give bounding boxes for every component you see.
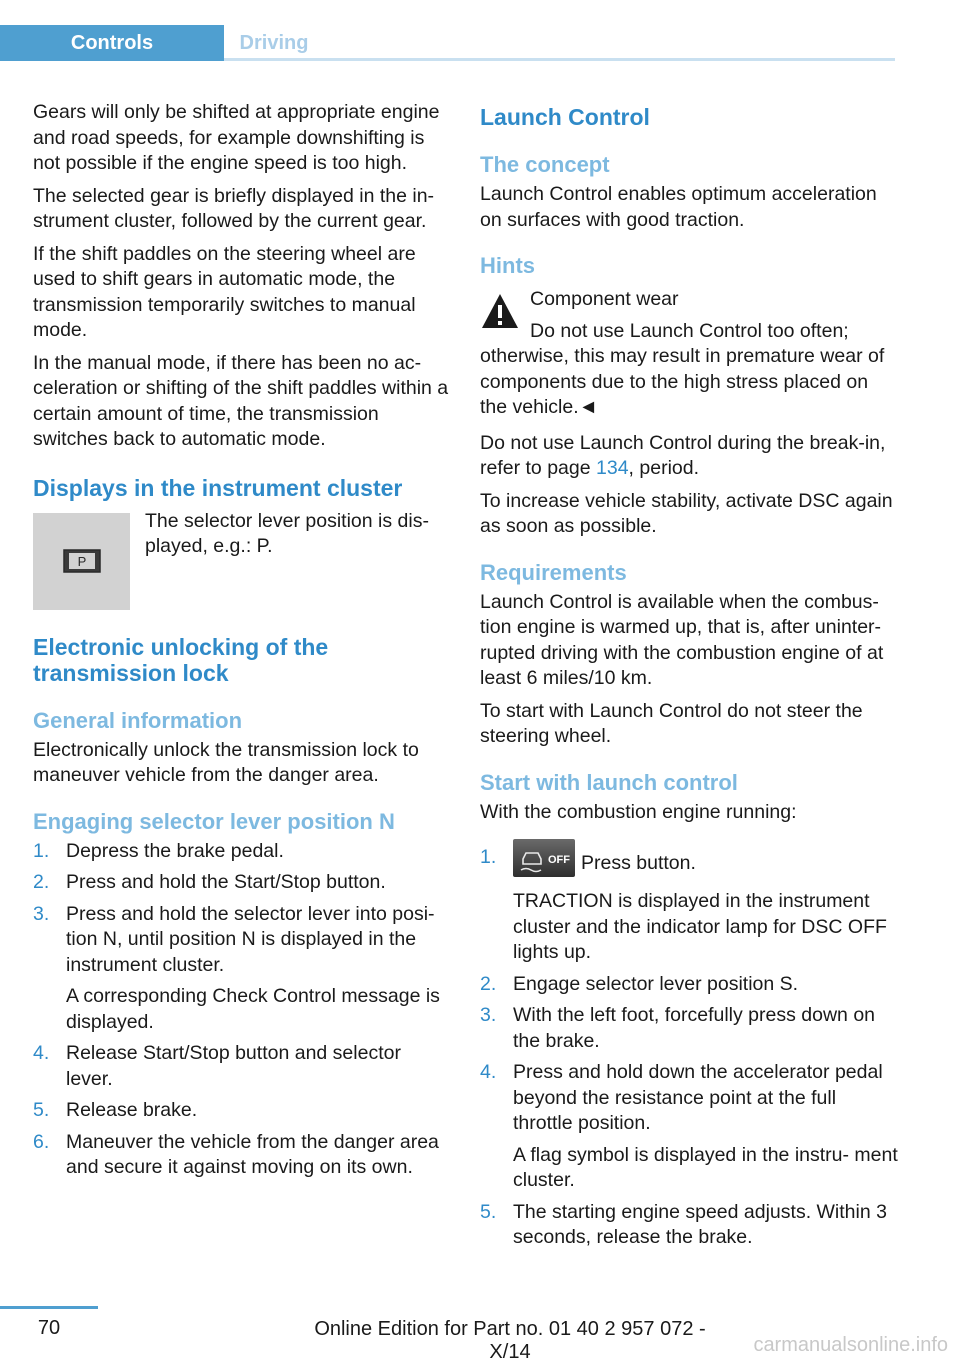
warning-line: Do not use Launch Control too often; xyxy=(530,319,849,342)
list-item xyxy=(33,839,451,865)
edition-text: Online Edition for Part no. 01 40 2 957 072 - X/14 xyxy=(314,1318,706,1363)
paragraph: To increase vehicle stability, activate DSC again as soon as possible. xyxy=(480,489,893,537)
paragraph: Electronically unlock the transmission lock to maneuver vehicle from the danger area. xyxy=(33,738,419,786)
paragraph: In the manual mode, if there has been no ac‐ celeration or shifting of the shift paddles within a certain amount of time, the transmission switches back to automatic mode. xyxy=(33,351,449,450)
step-number: 5. xyxy=(33,1099,50,1121)
footer-rule xyxy=(0,1306,98,1309)
heading-hints: Hints xyxy=(480,253,535,278)
heading-concept: The concept xyxy=(480,152,610,177)
step-text: With the left foot, forcefully press down on the brake. xyxy=(513,1004,876,1052)
step-number: 4. xyxy=(33,1042,50,1064)
display-letter: P xyxy=(77,554,86,569)
left-column xyxy=(33,100,451,1189)
heading-start: Start with launch control xyxy=(480,769,738,795)
list-item xyxy=(480,972,898,998)
list-item xyxy=(33,1130,451,1181)
heading-displays: Displays in the instrument cluster xyxy=(33,474,403,501)
page-link-134[interactable]: 134 xyxy=(596,457,629,479)
list-item xyxy=(33,902,451,1036)
paragraph: otherwise, this may result in premature wear of components due to the high stress placed on the vehicle.◄ xyxy=(480,345,885,418)
breakin-text-end: , period. xyxy=(628,457,700,479)
list-item xyxy=(480,1003,898,1054)
warning-triangle-icon xyxy=(480,291,520,331)
display-frame-icon xyxy=(63,549,101,573)
dsc-off-button-icon xyxy=(513,839,575,877)
step-text: Maneuver the vehicle from the danger area and secure it against moving on its own. xyxy=(66,1130,439,1178)
paragraph: With the combustion engine running: xyxy=(480,800,797,823)
heading-unlock: Electronic unlocking of the transmission lock xyxy=(33,633,329,686)
step-text: Press and hold the Start/Stop button. xyxy=(66,871,386,893)
heading-engaging: Engaging selector lever position N xyxy=(33,808,395,834)
list-item xyxy=(480,1060,898,1194)
paragraph xyxy=(480,431,898,482)
step-text: Release brake. xyxy=(66,1099,198,1121)
tab-underline xyxy=(224,58,895,61)
watermark: carmanualsonline.info xyxy=(753,1334,948,1356)
step-text: Depress the brake pedal. xyxy=(66,839,284,862)
step-number: 3. xyxy=(33,902,50,925)
chapter-tabs xyxy=(0,25,895,61)
breakin-text: Do not use Launch Control during the break-in, refer to page xyxy=(480,431,886,479)
step-subtext: A corresponding Check Control message is displayed. xyxy=(66,985,440,1033)
step-number: 1. xyxy=(33,839,50,862)
paragraph: To start with Launch Control do not steer the steering wheel. xyxy=(480,699,863,747)
tab-driving[interactable]: Driving xyxy=(239,31,309,54)
heading-launch-control: Launch Control xyxy=(480,104,650,130)
list-item xyxy=(480,1200,898,1251)
step-number: 5. xyxy=(480,1200,497,1223)
steps-list xyxy=(33,839,451,1181)
paragraph: The selected gear is briefly displayed in the in‐ strument cluster, followed by the current gear. xyxy=(33,184,435,232)
heading-general: General information xyxy=(33,707,243,733)
page-number: 70 xyxy=(37,1317,61,1339)
dsc-label: OFF xyxy=(548,854,570,866)
step-text: Press and hold the selector lever into posi‐ tion N, until position N is displayed in the instrument cluster. xyxy=(66,902,435,976)
step-text: Release Start/Stop button and selector lever. xyxy=(66,1042,401,1090)
tab-controls[interactable]: Controls xyxy=(0,25,224,61)
step-text: The starting engine speed adjusts. Within 3 seconds, release the brake. xyxy=(513,1200,887,1248)
list-item xyxy=(33,870,451,896)
paragraph: If the shift paddles on the steering wheel are used to shift gears in automatic mode, the transmission temporarily switches to manual mode. xyxy=(33,242,416,341)
warning-title: Component wear xyxy=(530,288,679,310)
paragraph: Launch Control is available when the combus‐ tion engine is warmed up, that is, after uninter‐ rupted driving with the combustion engine of at least 6 miles/10 km. xyxy=(480,590,884,689)
paragraph: Gears will only be shifted at appropriate engine and road speeds, for example downshifting is not possible if the engine speed is too high. xyxy=(33,101,440,174)
right-column xyxy=(480,100,898,1259)
step-text: Press and hold down the accelerator pedal beyond the resistance point at the full throttle position. xyxy=(513,1061,883,1134)
step-number: 1. xyxy=(480,846,497,868)
heading-requirements: Requirements xyxy=(480,559,627,585)
paragraph: The selector lever position is dis‐ played, e.g.: P. xyxy=(145,509,429,557)
step-number: 6. xyxy=(33,1130,50,1153)
step-subtext: A flag symbol is displayed in the instru‐ ment cluster. xyxy=(513,1143,898,1191)
step-number: 2. xyxy=(480,972,497,995)
displays-block xyxy=(33,509,451,620)
step-text: Press button. xyxy=(581,852,696,875)
list-item xyxy=(33,1098,451,1124)
list-item xyxy=(480,845,898,966)
step-number: 2. xyxy=(33,871,50,893)
step-number: 4. xyxy=(480,1061,497,1083)
step-text: Engage selector lever position S. xyxy=(513,972,799,995)
warning-text xyxy=(530,287,849,344)
paragraph: Launch Control enables optimum acceleration on surfaces with good traction. xyxy=(480,183,877,231)
list-item xyxy=(33,1041,451,1092)
launch-steps-list xyxy=(480,845,898,1251)
selector-display-image xyxy=(33,513,130,610)
warning-block xyxy=(480,287,898,344)
step-subtext: TRACTION is displayed in the instrument cluster and the indicator lamp for DSC OFF lights up. xyxy=(513,890,887,963)
step-number: 3. xyxy=(480,1004,497,1026)
